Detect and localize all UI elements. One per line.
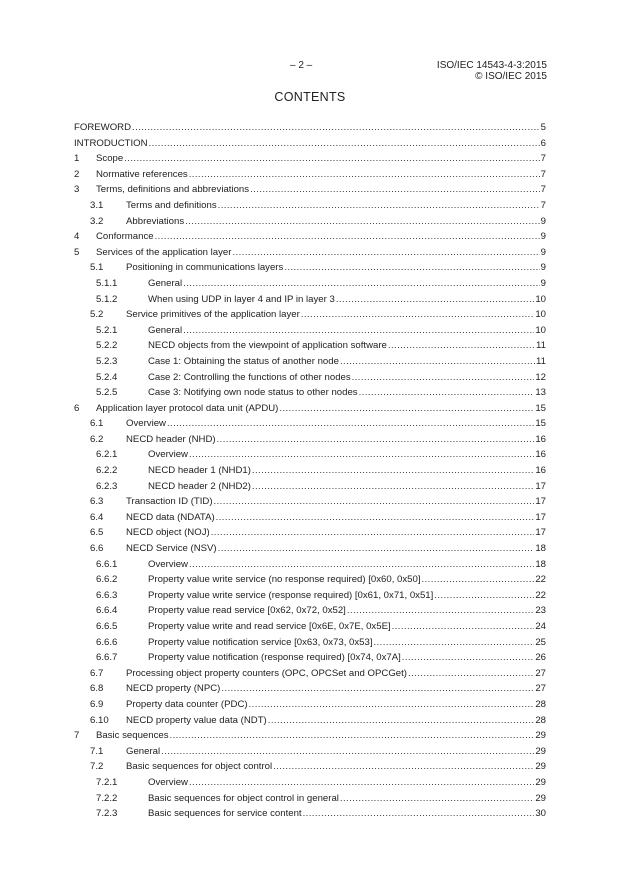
- toc-entry-page: 28: [535, 698, 546, 710]
- toc-dot-leader: [352, 372, 535, 383]
- toc-entry-title: Scope: [96, 153, 124, 165]
- toc-dot-leader: [132, 122, 540, 133]
- toc-entry-page: 16: [535, 465, 546, 477]
- toc-entry[interactable]: [74, 512, 546, 528]
- toc-dot-leader: [189, 777, 534, 788]
- toc-dot-leader: [252, 481, 534, 492]
- toc-entry[interactable]: [74, 372, 546, 388]
- toc-entry-title: General: [148, 324, 183, 336]
- toc-entry-page: 23: [535, 605, 546, 617]
- toc-dot-leader: [161, 746, 534, 757]
- toc-entry-title: Application layer protocol data unit (APDU): [96, 402, 279, 414]
- toc-entry[interactable]: [74, 761, 546, 777]
- toc-entry-number: 6.4: [90, 511, 104, 523]
- toc-dot-leader: [218, 200, 540, 211]
- toc-entry-title: Overview: [148, 776, 188, 788]
- toc-entry-number: 6.7: [90, 667, 104, 679]
- toc-dot-leader: [388, 340, 535, 351]
- toc-entry-title: NECD header (NHD): [126, 433, 216, 445]
- toc-entry-title: Property value write service (no response required) [0x60, 0x50]: [148, 574, 421, 586]
- toc-dot-leader: [189, 169, 540, 180]
- toc-dot-leader: [183, 325, 534, 336]
- toc-entry-title: Overview: [126, 418, 166, 430]
- toc-entry-title: Basic sequences: [96, 730, 169, 742]
- toc-entry-number: 6.6.6: [96, 636, 118, 648]
- toc-dot-leader: [183, 278, 540, 289]
- toc-entry-page: 29: [535, 761, 546, 773]
- toc-entry[interactable]: [74, 403, 546, 419]
- toc-entry-number: 6: [74, 402, 80, 414]
- toc-entry-title: NECD header 1 (NHD1): [148, 465, 251, 477]
- toc-entry-title: Terms, definitions and abbreviations: [96, 184, 250, 196]
- toc-dot-leader: [189, 449, 534, 460]
- toc-entry-number: 5.1.1: [96, 277, 118, 289]
- toc-entry-title: Case 2: Controlling the functions of other nodes: [148, 371, 351, 383]
- toc-entry[interactable]: [74, 387, 546, 403]
- toc-entry-number: 2: [74, 168, 80, 180]
- toc-dot-leader: [155, 231, 540, 242]
- toc-dot-leader: [392, 621, 535, 632]
- toc-entry[interactable]: [74, 169, 546, 185]
- toc-entry-number: 5.2.4: [96, 371, 118, 383]
- toc-entry[interactable]: [74, 200, 546, 216]
- toc-entry[interactable]: [74, 340, 546, 356]
- toc-entry-title: Conformance: [96, 231, 154, 243]
- toc-dot-leader: [221, 683, 534, 694]
- toc-entry-title: NECD Service (NSV): [126, 543, 217, 555]
- toc-entry-page: 5: [540, 122, 546, 133]
- copyright: © ISO/IEC 2015: [475, 71, 547, 82]
- toc-entry[interactable]: [74, 496, 546, 512]
- toc-entry-page: 17: [535, 527, 546, 539]
- toc-entry-number: 6.5: [90, 527, 104, 539]
- toc-entry-number: 5.1.2: [96, 293, 118, 305]
- toc-entry-number: 6.9: [90, 698, 104, 710]
- toc-entry-page: 9: [540, 215, 546, 227]
- toc-entry-number: 6.2.1: [96, 449, 118, 461]
- toc-dot-leader: [232, 247, 539, 258]
- toc-dot-leader: [149, 138, 540, 149]
- toc-entry-title: General: [126, 745, 161, 757]
- toc-entry-title: INTRODUCTION: [74, 137, 148, 149]
- toc-entry-page: 7: [540, 168, 546, 180]
- toc-entry[interactable]: [74, 605, 546, 621]
- toc-entry-title: Positioning in communications layers: [126, 262, 284, 274]
- toc-entry-page: 6: [540, 137, 546, 149]
- toc-entry-page: 16: [535, 433, 546, 445]
- page-number: – 2 –: [290, 60, 313, 71]
- toc-entry[interactable]: [74, 652, 546, 668]
- toc-entry[interactable]: [74, 699, 546, 715]
- toc-dot-leader: [408, 668, 534, 679]
- toc-entry-title: NECD data (NDATA): [126, 511, 215, 523]
- toc-entry-page: 9: [540, 231, 546, 243]
- toc-entry-number: 6.6.4: [96, 605, 118, 617]
- toc-entry-number: 6.2.2: [96, 465, 118, 477]
- toc-entry-title: Property value write service (response required) [0x61, 0x71, 0x51]: [148, 589, 434, 601]
- toc-entry[interactable]: [74, 262, 546, 278]
- toc-entry-number: 5.2.3: [96, 355, 118, 367]
- toc-entry[interactable]: [74, 449, 546, 465]
- toc-entry-page: 15: [535, 402, 546, 414]
- toc-dot-leader: [336, 294, 535, 305]
- toc-entry[interactable]: [74, 153, 546, 169]
- toc-dot-leader: [170, 730, 535, 741]
- toc-dot-leader: [217, 434, 535, 445]
- toc-entry[interactable]: [74, 184, 546, 200]
- toc-entry-title: Service primitives of the application layer: [126, 309, 300, 321]
- toc-dot-leader: [185, 216, 540, 227]
- table-of-contents: [74, 122, 546, 824]
- toc-entry[interactable]: [74, 559, 546, 575]
- toc-entry[interactable]: [74, 668, 546, 684]
- toc-entry-number: 7.1: [90, 745, 104, 757]
- toc-dot-leader: [211, 527, 535, 538]
- toc-entry[interactable]: [74, 434, 546, 450]
- toc-dot-leader: [268, 715, 535, 726]
- toc-entry[interactable]: [74, 309, 546, 325]
- toc-entry-page: 29: [535, 730, 546, 742]
- toc-entry-page: 22: [535, 574, 546, 586]
- toc-entry-title: NECD property value data (NDT): [126, 714, 267, 726]
- toc-entry[interactable]: [74, 746, 546, 762]
- toc-dot-leader: [434, 590, 534, 601]
- toc-entry[interactable]: [74, 543, 546, 559]
- toc-entry[interactable]: [74, 356, 546, 372]
- toc-entry-number: 6.6: [90, 543, 104, 555]
- toc-entry[interactable]: [74, 621, 546, 637]
- toc-dot-leader: [214, 496, 535, 507]
- toc-entry-page: 7: [540, 184, 546, 196]
- toc-entry-page: 22: [535, 589, 546, 601]
- toc-entry-title: NECD header 2 (NHD2): [148, 480, 251, 492]
- toc-entry-number: 5.2.1: [96, 324, 118, 336]
- toc-entry-title: Overview: [148, 558, 188, 570]
- toc-entry[interactable]: [74, 715, 546, 731]
- toc-dot-leader: [250, 184, 540, 195]
- toc-entry-page: 7: [540, 199, 546, 211]
- toc-dot-leader: [340, 356, 535, 367]
- toc-entry-title: Terms and definitions: [126, 199, 217, 211]
- toc-entry-page: 28: [535, 714, 546, 726]
- toc-entry-page: 9: [540, 246, 546, 258]
- toc-entry[interactable]: [74, 793, 546, 809]
- toc-entry-title: Property value notification service [0x63, 0x73, 0x53]: [148, 636, 373, 648]
- toc-entry[interactable]: [74, 216, 546, 232]
- doc-id-block: [437, 60, 547, 82]
- toc-entry-page: 29: [535, 776, 546, 788]
- toc-entry-page: 9: [540, 262, 546, 274]
- toc-entry-page: 17: [535, 496, 546, 508]
- toc-entry[interactable]: [74, 325, 546, 341]
- toc-entry[interactable]: [74, 637, 546, 653]
- toc-dot-leader: [279, 403, 534, 414]
- toc-entry-page: 26: [535, 652, 546, 664]
- toc-entry-number: 7.2.1: [96, 776, 118, 788]
- toc-entry-number: 7.2.3: [96, 808, 118, 820]
- toc-entry-number: 6.10: [90, 714, 109, 726]
- toc-entry-page: 25: [535, 636, 546, 648]
- toc-entry-number: 3.2: [90, 215, 104, 227]
- toc-entry-title: Case 3: Notifying own node status to other nodes: [148, 387, 358, 399]
- toc-entry[interactable]: [74, 231, 546, 247]
- toc-entry-title: Transaction ID (TID): [126, 496, 213, 508]
- toc-entry-number: 6.2: [90, 433, 104, 445]
- toc-dot-leader: [422, 574, 535, 585]
- toc-entry-page: 27: [535, 683, 546, 695]
- toc-entry-title: Processing object property counters (OPC, OPCSet and OPCGet): [126, 667, 408, 679]
- toc-entry-page: 30: [535, 808, 546, 820]
- toc-dot-leader: [216, 512, 535, 523]
- toc-entry-title: Property data counter (PDC): [126, 698, 248, 710]
- toc-entry-number: 5.2.5: [96, 387, 118, 399]
- toc-entry-page: 10: [535, 324, 546, 336]
- toc-entry-title: General: [148, 277, 183, 289]
- contents-title: CONTENTS: [274, 90, 346, 104]
- toc-entry-number: 5: [74, 246, 80, 258]
- toc-dot-leader: [340, 793, 534, 804]
- toc-dot-leader: [284, 262, 539, 273]
- toc-entry-page: 24: [535, 621, 546, 632]
- toc-entry[interactable]: [74, 465, 546, 481]
- toc-dot-leader: [359, 387, 535, 398]
- toc-entry-number: 7.2: [90, 761, 104, 773]
- toc-dot-leader: [167, 418, 534, 429]
- toc-entry[interactable]: [74, 527, 546, 543]
- toc-entry-number: 5.2: [90, 309, 104, 321]
- toc-entry-number: 6.1: [90, 418, 104, 430]
- toc-entry[interactable]: [74, 138, 546, 154]
- toc-dot-leader: [273, 761, 534, 772]
- toc-entry-number: 6.8: [90, 683, 104, 695]
- toc-entry-title: When using UDP in layer 4 and IP in layer 3: [148, 293, 335, 305]
- toc-entry-number: 6.6.7: [96, 652, 118, 664]
- toc-dot-leader: [189, 559, 534, 570]
- toc-entry[interactable]: [74, 122, 546, 138]
- toc-entry-number: 1: [74, 153, 80, 165]
- toc-entry-page: 13: [535, 387, 546, 399]
- toc-dot-leader: [218, 543, 535, 554]
- toc-entry-number: 4: [74, 231, 80, 243]
- toc-entry[interactable]: [74, 481, 546, 497]
- toc-entry-page: 29: [535, 792, 546, 804]
- toc-entry[interactable]: [74, 777, 546, 793]
- toc-entry-page: 16: [535, 449, 546, 461]
- doc-id: ISO/IEC 14543-4-3:2015: [436, 60, 547, 71]
- toc-entry-title: Services of the application layer: [96, 246, 232, 258]
- toc-entry-title: Basic sequences for object control in general: [148, 792, 339, 804]
- toc-entry-number: 3: [74, 184, 80, 196]
- toc-entry-number: 6.6.5: [96, 621, 118, 632]
- toc-entry-title: NECD property (NPC): [126, 683, 221, 695]
- toc-entry-page: 15: [535, 418, 546, 430]
- toc-entry-title: Case 1: Obtaining the status of another node: [148, 355, 339, 367]
- toc-entry-page: 18: [535, 543, 546, 555]
- toc-entry-page: 17: [535, 511, 546, 523]
- toc-entry[interactable]: [74, 683, 546, 699]
- toc-entry-title: Abbreviations: [126, 215, 185, 227]
- toc-entry-page: 17: [535, 480, 546, 492]
- toc-entry-page: 18: [535, 558, 546, 570]
- toc-entry-title: Property value write and read service [0x6E, 0x7E, 0x5E]: [148, 621, 391, 632]
- toc-entry-number: 5.1: [90, 262, 104, 274]
- toc-entry-page: 10: [535, 309, 546, 321]
- toc-entry-page: 7: [540, 153, 546, 165]
- toc-entry[interactable]: [74, 808, 546, 824]
- toc-entry-title: Property value read service [0x62, 0x72, 0x52]: [148, 605, 346, 617]
- toc-entry[interactable]: [74, 278, 546, 294]
- toc-entry-title: Property value notification (response required) [0x74, 0x7A]: [148, 652, 401, 664]
- toc-entry[interactable]: [74, 418, 546, 434]
- toc-entry-number: 5.2.2: [96, 340, 118, 352]
- toc-dot-leader: [124, 153, 539, 164]
- toc-entry-page: 11: [536, 340, 546, 352]
- toc-entry-number: 3.1: [90, 199, 104, 211]
- toc-dot-leader: [301, 309, 534, 320]
- toc-entry[interactable]: [74, 247, 546, 263]
- toc-entry[interactable]: [74, 294, 546, 310]
- toc-entry-title: Basic sequences for object control: [126, 761, 273, 773]
- toc-dot-leader: [347, 605, 534, 616]
- toc-entry-page: 12: [535, 371, 546, 383]
- toc-entry-number: 7: [74, 730, 80, 742]
- toc-entry-title: Normative references: [96, 168, 188, 180]
- toc-entry-title: Overview: [148, 449, 188, 461]
- toc-entry-number: 6.6.2: [96, 574, 118, 586]
- toc-entry-title: Basic sequences for service content: [148, 808, 302, 820]
- toc-entry-title: NECD objects from the viewpoint of application software: [148, 340, 387, 352]
- toc-entry-page: 10: [535, 293, 546, 305]
- toc-dot-leader: [374, 637, 535, 648]
- toc-entry-page: 11: [536, 355, 546, 367]
- toc-entry-title: FOREWORD: [74, 122, 132, 133]
- toc-entry-page: 29: [535, 745, 546, 757]
- toc-entry-page: 27: [535, 667, 546, 679]
- toc-entry-title: NECD object (NOJ): [126, 527, 210, 539]
- toc-entry-number: 6.6.1: [96, 558, 118, 570]
- toc-dot-leader: [402, 652, 535, 663]
- toc-entry[interactable]: [74, 730, 546, 746]
- toc-entry-number: 6.2.3: [96, 480, 118, 492]
- toc-entry-number: 6.3: [90, 496, 104, 508]
- toc-entry-number: 7.2.2: [96, 792, 118, 804]
- toc-dot-leader: [249, 699, 535, 710]
- toc-dot-leader: [252, 465, 534, 476]
- toc-dot-leader: [303, 808, 535, 819]
- toc-entry[interactable]: [74, 590, 546, 606]
- toc-entry-page: 9: [540, 277, 546, 289]
- toc-entry-number: 6.6.3: [96, 589, 118, 601]
- toc-entry[interactable]: [74, 574, 546, 590]
